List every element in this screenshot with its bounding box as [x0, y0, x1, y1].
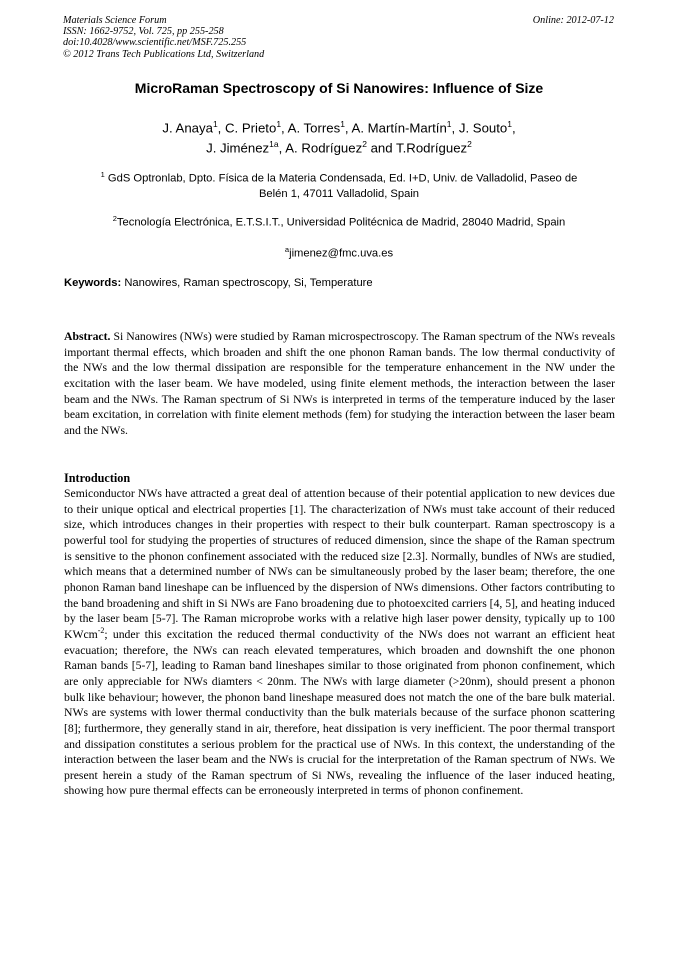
affiliation-line: Tecnología Electrónica, E.T.S.I.T., Universidad Politécnica de Madrid, 28040 Madrid, Spain — [116, 216, 566, 229]
keywords-text: Nanowires, Raman spectroscopy, Si, Temperature — [124, 277, 373, 289]
author-sup: 1 — [276, 119, 282, 129]
journal-header — [63, 15, 264, 60]
online-date: Online: 2012-07-12 — [532, 15, 614, 26]
author-line-2: J. Jiménez$^{1a}$, A. Rodríguez$^2$ and T.Rodríguez$^2$ — [206, 139, 472, 156]
introduction-body — [64, 486, 615, 799]
paper-title: MicroRaman Spectroscopy of Si Nanowires: Influence of Size — [134, 80, 544, 96]
affiliation-sup: 1 — [100, 170, 105, 179]
journal-name: Materials Science Forum — [63, 15, 167, 26]
abstract-text: Si Nanowires (NWs) were studied by Raman microspectroscopy. The Raman spectrum of the NWs reveals important thermal effects, which broaden and shift the one phonon Raman bands. The low thermal conductivity of the NWs and the low thermal dissipation are responsible for the temperature enhancement in the NW under the excitation with the laser beam. We have modeled, using finite element methods, the interaction between the laser beam and the NWs. The Raman spectrum of Si NWs is interpreted in terms of the temperature induced by the laser beam excitation, in correlation with finite element methods (fem) for studying the interaction between the laser beam and the NWs. — [64, 330, 615, 437]
author-sup: 2 — [362, 139, 367, 150]
author-sup: 1 — [340, 119, 345, 129]
email: jimenez@fmc.uva.es — [289, 247, 394, 260]
copyright: © 2012 Trans Tech Publications Ltd, Switzerland — [63, 48, 265, 60]
author-sup: 1 — [212, 119, 218, 129]
author-sup: 1 — [507, 119, 512, 129]
email-line — [40, 242, 638, 262]
author: J. Anaya — [162, 120, 213, 136]
author-sup: 1 — [446, 119, 452, 129]
affiliation-line: GdS Optronlab, Dpto. Física de la Materia Condensada, Ed. I+D, Univ. de Valladolid, Paseo de — [107, 172, 578, 185]
keywords-label: Keywords: — [64, 277, 122, 289]
doi: doi:10.4028/www.scientific.net/MSF.725.255 — [63, 37, 247, 49]
author: A. Rodríguez — [285, 140, 363, 156]
section-heading-introduction: Introduction — [64, 471, 131, 485]
affiliation-line: Belén 1, 47011 Valladolid, Spain — [258, 188, 420, 201]
email-sup: a — [284, 245, 290, 254]
unit-superscript: -2 — [97, 626, 105, 636]
keywords — [64, 277, 616, 289]
abstract — [64, 329, 615, 439]
author: J. Souto — [458, 120, 508, 136]
issn: ISSN: 1662-9752, Vol. 725, pp 255-258 — [63, 26, 224, 38]
affiliation-1 — [40, 167, 638, 203]
author: A. Martín-Martín — [351, 120, 447, 136]
author-list — [40, 116, 638, 157]
author: T.Rodríguez — [396, 140, 468, 156]
author: A. Torres — [287, 120, 341, 136]
author-sup: 1a — [269, 139, 279, 150]
author: J. Jiménez — [206, 140, 270, 156]
intro-text: Semiconductor NWs have attracted a great deal of attention because of their potential application to new devices due to their unique optical and electrical properties [1]. The characterization of NWs must take account of their reduced size, which introduces changes in their properties with respect to their bulk counterpart. Raman spectroscopy is a powerful tool for studying the properties of structures of reduced dimension, since the shape of the Raman spectrum is sensitive to the phonon confinement associated with the reduced size [2.3]. Normally, bundles of NWs are studied, which means that a determined number of NWs can be simultaneously probed by the laser beam; therefore, the one phonon Raman band lineshape can be influenced by the dispersion of NWs dimensions. Other factors contributing to the band broadening and shift in Si NWs are Fano broadening due to photoexcited carriers [4, 5], and heating induced by the laser beam [5-7]. The Raman microprobe works with a relative high laser power density, typically up to 100 KWcm — [64, 487, 615, 641]
affiliation-sup: 2 — [112, 214, 117, 223]
author: C. Prieto — [225, 120, 277, 136]
intro-text-continued: ; under this excitation the reduced thermal conductivity of the NWs does not warrant an efficient heat evacuation; therefore, the NWs can reach elevated temperatures, which broaden and downshift the one phonon Raman bands [5-7], leading to Raman band lineshapes similar to those originated from phonon confinement, which are only appreciable for NWs diamters < 20nm. The NWs with large diameter (>20nm), should present a phonon bulk like behaviour; however, the phonon band lineshape measured does not match the one of the bare bulk material. NWs are systems with lower thermal conductivity than the bulk materials because of the surface phonon scattering [8]; furthermore, they generally stand in air, therefore, heat dissipation is very inefficient. The poor thermal transport and dissipation constitutes a serious problem for the practical use of NWs. In this context, the understanding of the interaction between the laser beam and the NWs is crucial for the interpretation of the Raman spectrum of NWs. We present herein a study of the Raman spectrum of Si NWs, revealing the influence of the laser induced heating, showing how pure thermal effects can be erroneously interpreted in terms of phonon confinement. — [64, 627, 615, 798]
author-and: and — [370, 140, 393, 156]
author-sup: 2 — [467, 139, 472, 150]
author-line-1: J. Anaya$^1$, C. Prieto$^1$, A. Torres$^1$, A. Martín-Martín$^1$, J. Souto$^1$, — [162, 119, 516, 136]
abstract-label: Abstract. — [64, 330, 111, 343]
affiliation-2 — [40, 211, 638, 231]
